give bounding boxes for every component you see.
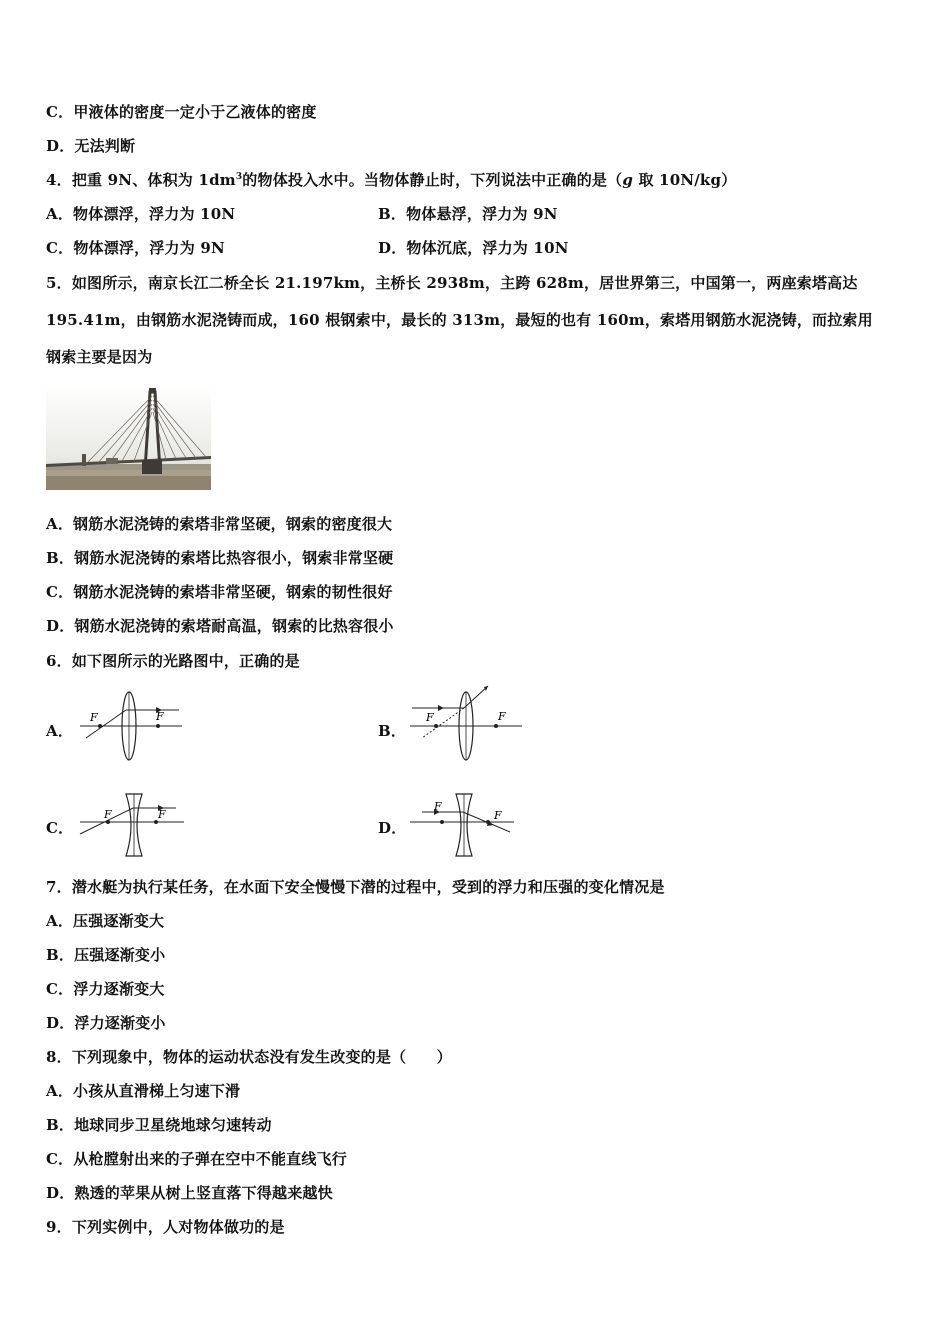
q3-option-d: D．无法判断 xyxy=(46,137,136,155)
q5-option-a: A．钢筋水泥浇铸的索塔非常坚硬，钢索的密度很大 xyxy=(46,515,393,533)
q6-option-b-label: B． xyxy=(378,722,407,740)
q8-option-b: B．地球同步卫星绕地球匀速转动 xyxy=(46,1116,272,1134)
convex-lens-b-icon xyxy=(408,684,524,762)
q4-stem-sup: 3 xyxy=(235,172,243,182)
q3-option-c: C．甲液体的密度一定小于乙液体的密度 xyxy=(46,103,317,121)
concave-lens-c-icon xyxy=(76,792,188,858)
q4-stem-part1: 4．把重 9N、体积为 1dm xyxy=(46,171,236,189)
bridge-photo xyxy=(46,384,211,490)
q4-stem-part2: 的物体投入水中。当物体静止时，下列说法中正确的是（ xyxy=(242,171,623,189)
q4-option-a: A．物体漂浮，浮力为 10N xyxy=(46,205,236,223)
q6-option-d-label: D． xyxy=(378,819,407,837)
q6-option-c-label: C． xyxy=(46,819,74,837)
q7-stem: 7．潜水艇为执行某任务，在水面下安全慢慢下潜的过程中，受到的浮力和压强的变化情况是 xyxy=(46,878,665,896)
q4-option-c: C．物体漂浮，浮力为 9N xyxy=(46,239,225,257)
q6-stem: 6．如下图所示的光路图中，正确的是 xyxy=(46,652,300,670)
q9-stem: 9．下列实例中，人对物体做功的是 xyxy=(46,1218,285,1236)
q8-stem: 8．下列现象中，物体的运动状态没有发生改变的是（ ） xyxy=(46,1048,452,1066)
q5-stem-line3: 钢索主要是因为 xyxy=(46,348,153,366)
focus-label-c-right: F xyxy=(158,808,166,821)
q8-option-c: C．从枪膛射出来的子弹在空中不能直线飞行 xyxy=(46,1150,347,1168)
q8-option-d: D．熟透的苹果从树上竖直落下得越来越快 xyxy=(46,1184,333,1202)
focus-label-d-left: F xyxy=(434,800,442,813)
convex-lens-diagram-b xyxy=(408,684,524,766)
q5-option-c: C．钢筋水泥浇铸的索塔非常坚硬，钢索的韧性很好 xyxy=(46,583,393,601)
q8-option-a: A．小孩从直滑梯上匀速下滑 xyxy=(46,1082,241,1100)
concave-lens-diagram-c xyxy=(76,792,188,862)
convex-lens-diagram-a xyxy=(76,690,186,766)
focus-label-b-right: F xyxy=(498,710,506,723)
q7-option-c: C．浮力逐渐变大 xyxy=(46,980,165,998)
q4-stem-part3: 取 10N/kg） xyxy=(633,171,737,189)
q5-stem-line2: 195.41m，由钢筋水泥浇铸而成，160 根钢索中，最长的 313m，最短的也有 160m，索塔用钢筋水泥浇铸，而拉索用 xyxy=(46,311,873,329)
concave-lens-diagram-d xyxy=(406,792,518,862)
focus-label-d-right: F xyxy=(494,809,502,822)
bridge-photo-icon xyxy=(46,384,211,490)
q4-option-b: B．物体悬浮，浮力为 9N xyxy=(378,205,558,223)
focus-label-b-left: F xyxy=(426,711,434,724)
concave-lens-d-icon xyxy=(406,792,518,858)
q5-option-d: D．钢筋水泥浇铸的索塔耐高温，钢索的比热容很小 xyxy=(46,617,394,635)
q4-stem xyxy=(46,170,736,190)
q4-option-d: D．物体沉底，浮力为 10N xyxy=(378,239,569,257)
focus-label-c-left: F xyxy=(104,808,112,821)
q4-stem-g: g xyxy=(622,171,634,189)
q7-option-b: B．压强逐渐变小 xyxy=(46,946,166,964)
q5-option-b: B．钢筋水泥浇铸的索塔比热容很小，钢索非常坚硬 xyxy=(46,549,394,567)
focus-label-a-right: F xyxy=(156,710,164,723)
focus-label-a-left: F xyxy=(90,711,98,724)
convex-lens-a-icon xyxy=(76,690,186,762)
q5-stem-line1: 5．如图所示，南京长江二桥全长 21.197km，主桥长 2938m，主跨 628m，居世界第三，中国第一，两座索塔高达 xyxy=(46,274,858,292)
q6-option-a-label: A． xyxy=(46,722,74,740)
q7-option-a: A．压强逐渐变大 xyxy=(46,912,165,930)
q7-option-d: D．浮力逐渐变小 xyxy=(46,1014,166,1032)
